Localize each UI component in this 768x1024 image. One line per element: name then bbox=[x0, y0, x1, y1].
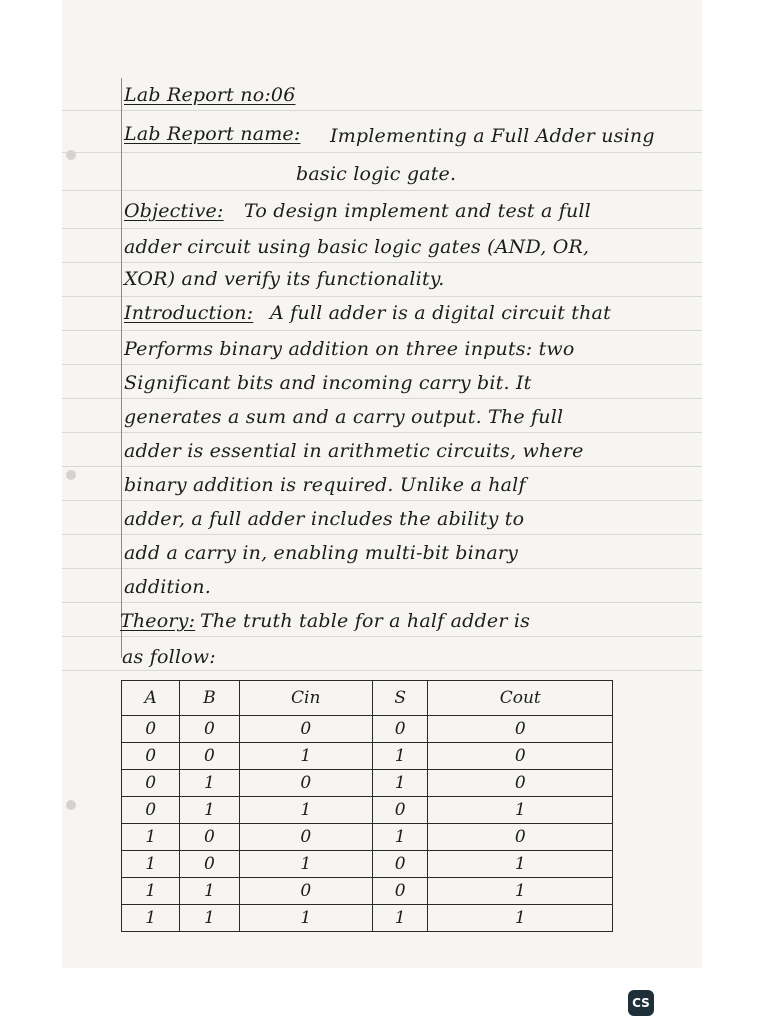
cell-a: 0 bbox=[122, 770, 180, 797]
ruled-line bbox=[62, 432, 702, 433]
introduction-line-1: A full adder is a digital circuit that bbox=[270, 302, 611, 324]
cell-cout: 0 bbox=[428, 716, 613, 743]
cell-cin: 1 bbox=[239, 797, 372, 824]
cell-a: 1 bbox=[122, 905, 180, 932]
table-row bbox=[122, 824, 613, 851]
introduction-line-7: adder, a full adder includes the ability to bbox=[124, 508, 525, 530]
cell-b: 1 bbox=[180, 770, 239, 797]
cell-a: 0 bbox=[122, 797, 180, 824]
report-number: Lab Report no:06 bbox=[124, 84, 296, 106]
cell-s: 0 bbox=[372, 878, 428, 905]
cell-cin: 1 bbox=[239, 743, 372, 770]
cell-b: 1 bbox=[180, 797, 239, 824]
cell-cout: 0 bbox=[428, 770, 613, 797]
paper-punch-hole bbox=[66, 800, 76, 810]
ruled-line bbox=[62, 398, 702, 399]
cell-s: 1 bbox=[372, 824, 428, 851]
objective-label: Objective: bbox=[124, 200, 224, 222]
ruled-line bbox=[62, 670, 702, 671]
report-name-line-2: basic logic gate. bbox=[296, 163, 457, 185]
header-a: A bbox=[122, 681, 180, 716]
theory-label: Theory: bbox=[120, 610, 196, 632]
theory-line-1: The truth table for a half adder is bbox=[200, 610, 531, 632]
table-row bbox=[122, 851, 613, 878]
cell-cin: 1 bbox=[239, 905, 372, 932]
cell-s: 1 bbox=[372, 770, 428, 797]
cell-cout: 1 bbox=[428, 878, 613, 905]
paper-punch-hole bbox=[66, 470, 76, 480]
theory-line-2: as follow: bbox=[122, 646, 216, 668]
cell-b: 0 bbox=[180, 743, 239, 770]
cell-s: 1 bbox=[372, 743, 428, 770]
cell-s: 0 bbox=[372, 716, 428, 743]
introduction-line-3: Significant bits and incoming carry bit. It bbox=[124, 372, 532, 394]
report-name-line-1: Implementing a Full Adder using bbox=[330, 125, 655, 147]
introduction-line-2: Performs binary addition on three inputs: two bbox=[124, 338, 575, 360]
ruled-line bbox=[62, 534, 702, 535]
objective-line-1: To design implement and test a full bbox=[244, 200, 591, 222]
introduction-line-8: add a carry in, enabling multi-bit binary bbox=[124, 542, 519, 564]
header-cin: Cin bbox=[239, 681, 372, 716]
truth-table-header-row bbox=[122, 681, 613, 716]
table-row bbox=[122, 743, 613, 770]
cell-b: 0 bbox=[180, 851, 239, 878]
cell-a: 0 bbox=[122, 743, 180, 770]
cell-s: 0 bbox=[372, 851, 428, 878]
cell-cout: 1 bbox=[428, 851, 613, 878]
truth-table bbox=[121, 680, 613, 932]
margin-line bbox=[121, 78, 122, 658]
introduction-line-4: generates a sum and a carry output. The full bbox=[124, 406, 564, 428]
ruled-line bbox=[62, 568, 702, 569]
ruled-line bbox=[62, 602, 702, 603]
cell-s: 0 bbox=[372, 797, 428, 824]
introduction-line-6: binary addition is required. Unlike a half bbox=[124, 474, 526, 496]
report-name-label: Lab Report name: bbox=[124, 123, 301, 145]
objective-line-2: adder circuit using basic logic gates (AND, OR, bbox=[124, 236, 590, 258]
cell-a: 1 bbox=[122, 878, 180, 905]
cell-cin: 0 bbox=[239, 878, 372, 905]
ruled-line bbox=[62, 228, 702, 229]
cell-b: 0 bbox=[180, 716, 239, 743]
table-row bbox=[122, 878, 613, 905]
ruled-line bbox=[62, 296, 702, 297]
cell-a: 1 bbox=[122, 851, 180, 878]
ruled-line bbox=[62, 364, 702, 365]
ruled-line bbox=[62, 262, 702, 263]
truth-table-container bbox=[121, 680, 613, 932]
introduction-label: Introduction: bbox=[124, 302, 254, 324]
cell-a: 0 bbox=[122, 716, 180, 743]
cell-b: 1 bbox=[180, 878, 239, 905]
ruled-line bbox=[62, 110, 702, 111]
ruled-line bbox=[62, 636, 702, 637]
header-b: B bbox=[180, 681, 239, 716]
ruled-line bbox=[62, 152, 702, 153]
ruled-line bbox=[62, 330, 702, 331]
header-s: S bbox=[372, 681, 428, 716]
introduction-line-9: addition. bbox=[124, 576, 211, 598]
cell-b: 1 bbox=[180, 905, 239, 932]
cell-b: 0 bbox=[180, 824, 239, 851]
cell-cin: 0 bbox=[239, 770, 372, 797]
ruled-line bbox=[62, 190, 702, 191]
objective-line-3: XOR) and verify its functionality. bbox=[124, 268, 445, 290]
cell-cout: 0 bbox=[428, 824, 613, 851]
ruled-line bbox=[62, 500, 702, 501]
table-row bbox=[122, 797, 613, 824]
table-row bbox=[122, 716, 613, 743]
cell-cout: 1 bbox=[428, 797, 613, 824]
cell-cin: 0 bbox=[239, 824, 372, 851]
cell-cout: 0 bbox=[428, 743, 613, 770]
cell-s: 1 bbox=[372, 905, 428, 932]
table-row bbox=[122, 770, 613, 797]
camscanner-logo-icon: CS bbox=[628, 990, 654, 1016]
cell-cin: 0 bbox=[239, 716, 372, 743]
cell-cin: 1 bbox=[239, 851, 372, 878]
table-row bbox=[122, 905, 613, 932]
header-cout: Cout bbox=[428, 681, 613, 716]
cell-a: 1 bbox=[122, 824, 180, 851]
ruled-line bbox=[62, 466, 702, 467]
introduction-line-5: adder is essential in arithmetic circuits, where bbox=[124, 440, 584, 462]
cell-cout: 1 bbox=[428, 905, 613, 932]
